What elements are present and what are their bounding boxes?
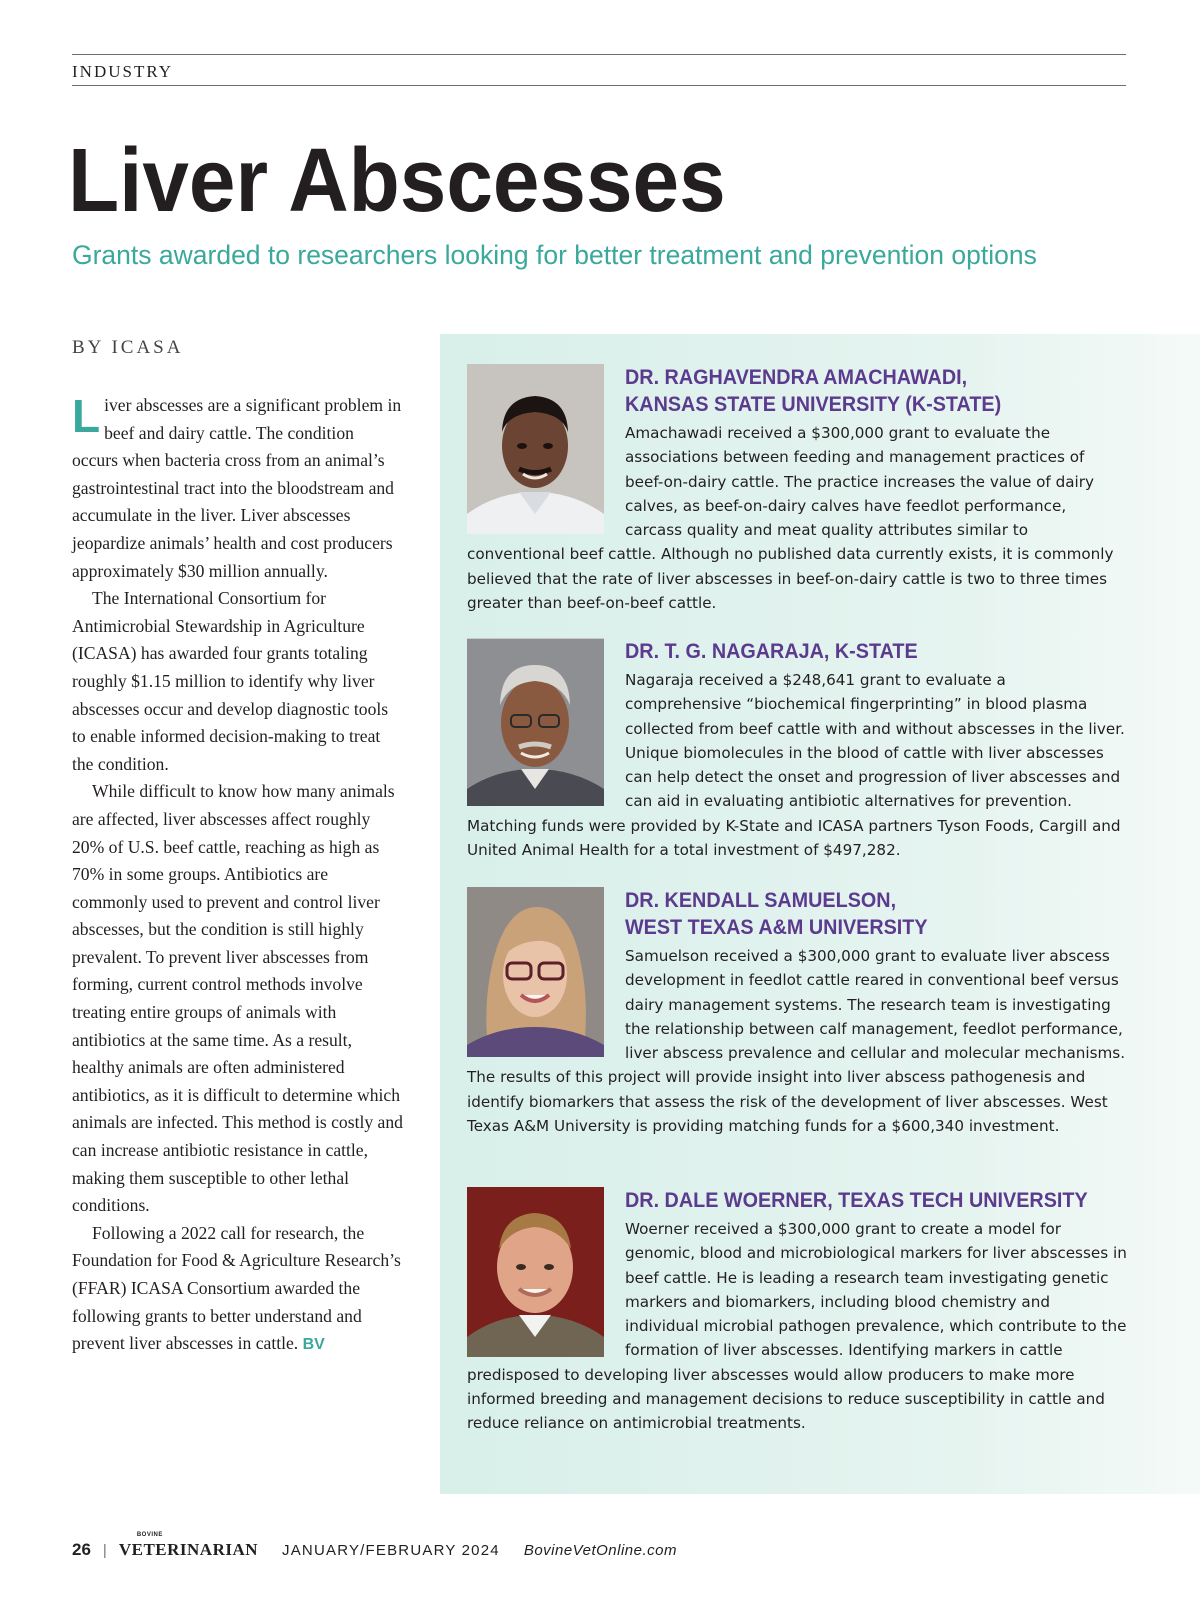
paragraph-1 [72,392,404,585]
researcher-name: DR. RAGHAVENDRA AMACHAWADI, [625,365,968,389]
top-rule [72,54,1126,55]
researcher-description-text: Amachawadi received a $300,000 grant to evaluate the associations between feeding and management practices of beef-on-dairy cattle. The practice increases the value of dairy calves, as beef-on-dairy calves have feedlot performance, carcass quality and meat quality attributes similar to conventional beef cattle. Although no published data currently exists, it is commonly believed that the rate of liver abscesses in beef-on-dairy cattle is two to three times greater than beef-on-beef cattle. [467,424,1114,613]
page-number: 26 [72,1540,91,1559]
magazine-logo [118,1532,259,1560]
issue-date: JANUARY/FEBRUARY 2024 [282,1542,500,1559]
researcher-description-text: Samuelson received a $300,000 grant to evaluate liver abscess development in feedlot cattle reared in conventional beef versus dairy management systems. The research team is investigating the relationship between calf management, feedlot performance, liver abscess prevalence and cellular and molecular mechanisms. The results of this project will provide insight into liver abscess pathogenesis and identify biomarkers that assess the risk of the development of liver abscesses. West Texas A&M University is providing matching funds for a $600,340 investment. [467,947,1126,1136]
drop-cap: L [72,390,101,442]
researcher-name: DR. DALE WOERNER, TEXAS TECH UNIVERSITY [625,1188,1088,1212]
page-footer [72,1532,677,1560]
portrait-image [467,364,604,534]
footer-separator: | [102,1542,107,1559]
article-body [72,392,404,1359]
portrait-photo-woerner [467,1187,604,1357]
researcher-nagaraja [467,638,1127,862]
magazine-logo-text: VETERINARIAN [118,1540,259,1559]
paragraph-4-text: Following a 2022 call for research, the Foundation for Food & Agriculture Research’s (FFAR) ICASA Consortium awarded the following grants to better understand and prevent liver abscesses in cattle. [72,1222,401,1354]
portrait-image [467,638,604,806]
researcher-name: DR. KENDALL SAMUELSON, [625,888,897,912]
page-title: Liver Abscesses [68,131,726,231]
researcher-affiliation: KANSAS STATE UNIVERSITY (K-STATE) [625,392,1002,416]
paragraph-4 [72,1220,404,1359]
portrait-photo-nagaraja [467,638,604,806]
researcher-amachawadi [467,364,1127,615]
paragraph-2: The International Consortium for Antimicrobial Stewardship in Agriculture (ICASA) has awarded four grants totaling roughly $1.15 million to identify why liver abscesses occur and develop diagnostic tools to enable informed decision-making to treat the condition. [72,588,389,774]
portrait-image [467,887,604,1057]
researcher-description-text: Woerner received a $300,000 grant to create a model for genomic, blood and microbiological markers for liver abscesses in beef cattle. He is leading a research team investigating genetic markers and biomarkers, including blood chemistry and individual microbial pathogen prevalence, which contribute to the formation of liver abscesses. Identifying markers in cattle predisposed to developing liver abscesses would allow producers to make more informed breeding and management decisions to reduce susceptibility in cattle and reduce reliance on antimicrobial treatments. [467,1220,1127,1433]
subtitle-deck: Grants awarded to researchers looking for better treatment and prevention options [72,240,1037,270]
paragraph-3: While difficult to know how many animals are affected, liver abscesses affect roughly 20% of U.S. beef cattle, reaching as high as 70% in some groups. Antibiotics are commonly used to prevent and control liver abscesses, but the condition is still highly prevalent. To prevent liver abscesses from forming, current control methods involve treating entire groups of animals with antibiotics at the same time. As a result, healthy animals are often administered antibiotics, as it is difficult to determine which animals are infected. This method is costly and can increase antibiotic resistance in cattle, making them susceptible to other lethal conditions. [72,781,403,1216]
byline: BY ICASA [72,337,184,358]
researcher-woerner [467,1187,1127,1436]
website-link[interactable]: BovineVetOnline.com [523,1542,677,1559]
portrait-photo-amachawadi [467,364,604,534]
researcher-samuelson [467,887,1127,1138]
section-rule [72,85,1126,86]
end-mark: BV [302,1336,325,1354]
researcher-affiliation: WEST TEXAS A&M UNIVERSITY [625,915,928,939]
portrait-image [467,1187,604,1357]
paragraph-1-text: iver abscesses are a significant problem in beef and dairy cattle. The condition occurs when bacteria cross from an animal’s gastrointestinal tract into the bloodstream and accumulate in the liver. Liver abscesses jeopardize animals’ health and cost producers approximately $30 million annually. [72,395,402,581]
section-label: INDUSTRY [72,62,174,81]
magazine-logo-small: BOVINE [136,1532,163,1538]
researcher-description-text: Nagaraja received a $248,641 grant to evaluate a comprehensive “biochemical fingerprinting” in blood plasma collected from beef cattle with and without abscesses in the liver. Unique biomolecules in the blood of cattle with liver abscesses can help detect the onset and progression of liver abscesses and can aid in evaluating antibiotic alternatives for prevention. Matching funds were provided by K-State and ICASA partners Tyson Foods, Cargill and United Animal Health for a total investment of $497,282. [467,671,1125,860]
portrait-photo-samuelson [467,887,604,1057]
researcher-name: DR. T. G. NAGARAJA, K-STATE [625,639,918,663]
